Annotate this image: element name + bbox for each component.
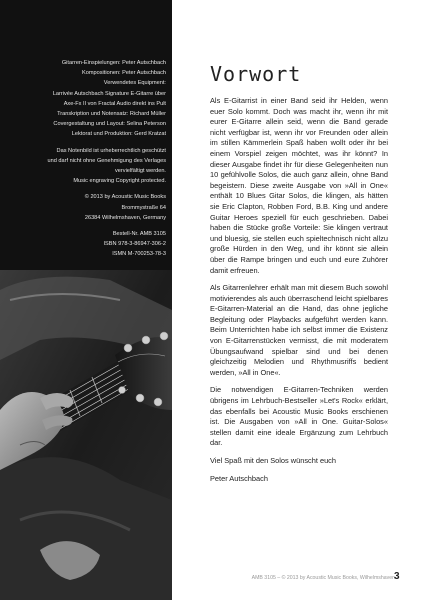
copyright-line: und darf nicht ohne Genehmigung des Verlages — [47, 157, 166, 164]
credit-line: Larrivée Autschbach Signature E-Gitarre über — [52, 90, 166, 97]
credit-line: Verwendetes Equipment: — [103, 80, 166, 87]
copyright-line: vervielfältigt werden. — [115, 168, 166, 175]
guitar-photo — [0, 270, 172, 600]
copyright-line: Das Notenbild ist urheberrechtlich geschützt — [56, 147, 166, 154]
credits-block — [1, 58, 166, 260]
credit-line: Kompositionen: Peter Autschbach — [82, 70, 166, 77]
left-panel — [0, 0, 172, 600]
ismn: ISMN M-700253-78-3 — [112, 251, 166, 258]
paragraph: Die notwendigen E-Gitarren-Techniken werden übrigens im Lehrbuch-Bestseller »Let's Rock« erklärt, das ebenfalls bei Acoustic Music Books erschienen ist. Die Ausgaben von »All in One. Guitar-Solos« stellen damit eine ideale Ergänzung zum Lehrbuch dar. — [210, 385, 388, 448]
publisher-line: Brommystraße 64 — [121, 204, 166, 211]
signature: Peter Autschbach — [210, 473, 268, 483]
paragraph: Als Gitarrenlehrer erhält man mit diesem Buch sowohl motivierendes als auch überraschend leicht spielbares E-Gitarren-Material an die Hand, das ohne jegliche Begleitung oder Playbacks aufgeführt werden kann. Beim Unterrichten habe ich selbst immer die Existenz von E-Gitarrenstücken vermisst, die mit moderatem Übungsaufwand spielbar sind und bei denen gleichzeitig Melodien und Rhythmusriffs bedient werden, »All in One«. — [210, 283, 388, 377]
page-title: Vorwort — [210, 62, 302, 86]
credit-line: Gitarren-Einspielungen: Peter Autschbach — [61, 60, 166, 66]
isbn: ISBN 978-3-86947-306-2 — [103, 241, 166, 248]
main-column — [210, 0, 388, 600]
footer-note: AMB 3105 – © 2013 by Acoustic Music Books, Wilhelmshaven — [251, 575, 395, 581]
page-number: 3 — [394, 571, 400, 582]
publisher-line: © 2013 by Acoustic Music Books — [84, 194, 166, 201]
order-number: Bestell-Nr. AMB 3105 — [112, 231, 166, 238]
paragraph: Als E-Gitarrist in einer Band seid ihr Helden, wenn euer Solo kommt. Doch was macht ihr, wenn ihr mit eurer E-Gitarre allein seid, wenn die Band gerade nicht verfügbar ist, wenn ihr vor Freunden oder allein im stillen Kämmerlein Spaß haben wollt oder ihr bei einem Vorspiel zeigen möchtet, was ihr könnt? In dieser Ausgabe findet ihr für diese Gelegenheiten nun 10 gefühlvolle Solos, die auch ganz allein, ohne Band begeistern. Diese zweite Ausgabe von »All in One« enthält 10 Blues Gitar Solos, die klingen, als hätten sie Eric Clapton, Robben Ford, B.B. King und andere Guitar Heroes speziell für euch geschrieben. Dabei haben die Stücke große Vorteile: Sie klingen vertraut und bluesig, sie stellen euch spieltechnisch nicht allzu große Hürden in den Weg, und ihr könnt sie allein über die Rampe bringen und euch und eure Zuhörer damit erfreuen. — [210, 96, 388, 275]
copyright-line: Music engraving Copyright protected. — [73, 178, 166, 185]
credit-line: Covergestaltung und Layout: Selina Peterson — [53, 121, 166, 128]
credit-line: Transkription und Notensatz: Richard Müller — [57, 111, 166, 118]
credit-line: Lektorat und Produktion: Gerd Kratzat — [71, 131, 166, 138]
credit-line: Axe-Fx II von Fractal Audio direkt ins Pult — [63, 100, 166, 107]
publisher-line: 26384 Wilhelmshaven, Germany — [84, 214, 166, 221]
paragraph: Viel Spaß mit den Solos wünscht euch — [210, 456, 336, 465]
foreword-text — [210, 96, 388, 491]
